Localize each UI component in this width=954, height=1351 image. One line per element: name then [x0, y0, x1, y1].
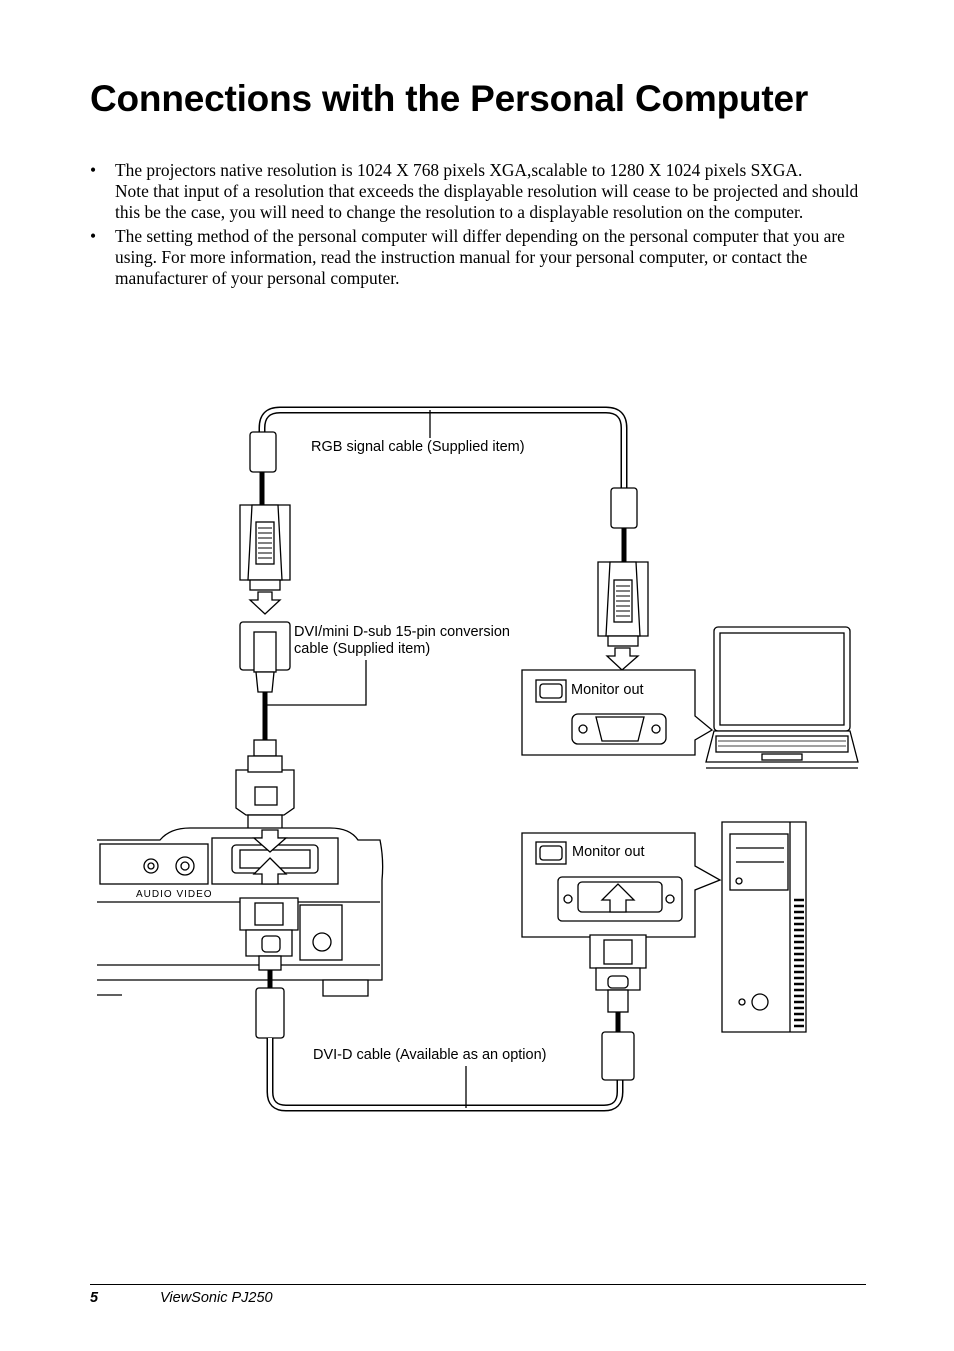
- bullet-marker: •: [90, 226, 97, 246]
- vga-plug-right: [598, 562, 648, 646]
- rgb-cable-label: RGB signal cable (Supplied item): [311, 439, 525, 455]
- bullet-note: Note that input of a resolution that exceeds the displayable resolution will cease to be projected and should this be the case, you will need to change the resolution to a displayable resolution on the computer.: [115, 181, 859, 222]
- laptop: [706, 627, 858, 768]
- desktop-tower: [722, 822, 806, 1032]
- bullet-text: The projectors native resolution is 1024 X 768 pixels XGA,scalable to 1280 X 1024 pixels SXGA.: [115, 160, 803, 180]
- bullet-marker: •: [90, 160, 97, 180]
- page-number: 5: [90, 1290, 99, 1306]
- footer-divider: [90, 1284, 866, 1285]
- dvi-plug-bottom-right: [590, 935, 646, 1012]
- conversion-cable-label: DVI/mini D-sub 15-pin conversion: [294, 624, 510, 640]
- product-name: ViewSonic PJ250: [160, 1290, 273, 1306]
- conversion-adapter: [240, 622, 290, 740]
- footer: [90, 1290, 273, 1306]
- projector-port-labels: AUDIO VIDEO: [136, 889, 213, 900]
- bullet-text: The setting method of the personal computer will differ depending on the personal computer that you are using. For more information, read the instruction manual for your personal computer, or contact the manufacturer of your personal computer.: [115, 226, 845, 288]
- vga-plug-left: [240, 505, 290, 590]
- monitor-out-label-laptop: Monitor out: [571, 682, 644, 698]
- monitor-out-label-desktop: Monitor out: [572, 844, 645, 860]
- dvi-plug-left: [236, 740, 294, 829]
- conversion-cable-label-2: cable (Supplied item): [294, 641, 431, 657]
- page-title: Connections with the Personal Computer: [90, 78, 809, 119]
- dvi-cable-label: DVI-D cable (Available as an option): [313, 1047, 547, 1063]
